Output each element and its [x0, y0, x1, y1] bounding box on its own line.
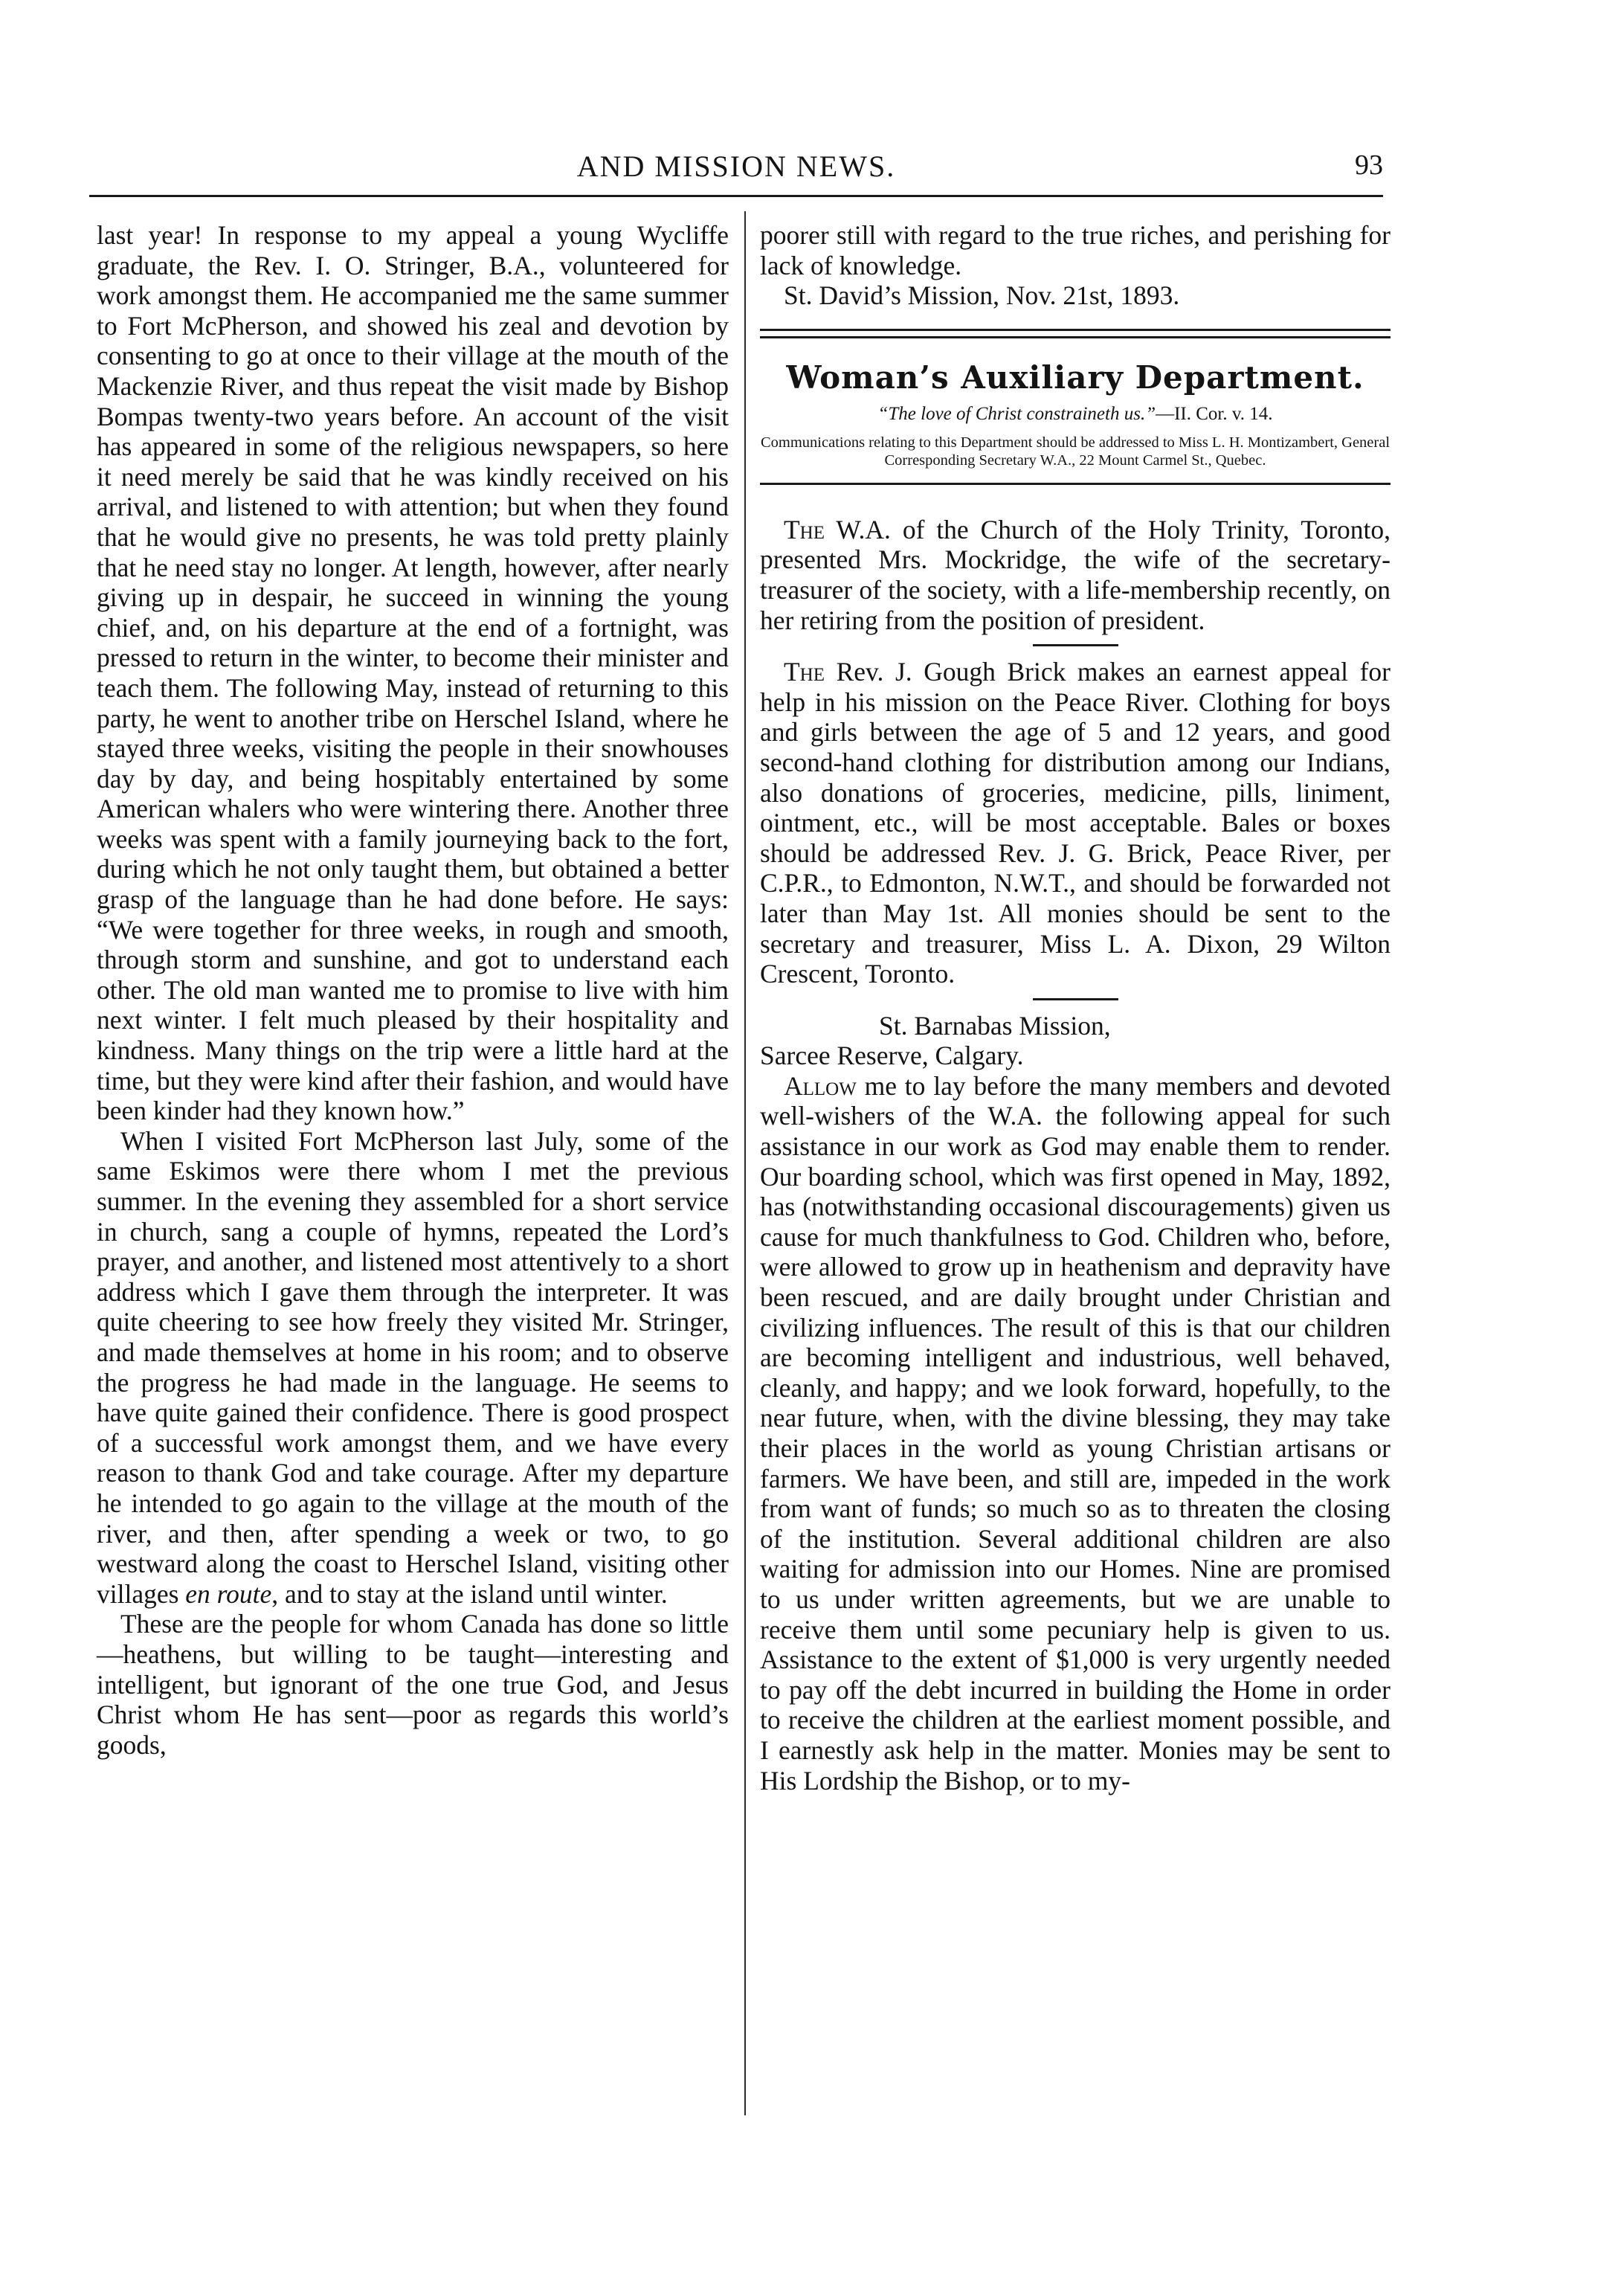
- item-lead-word: Allow: [784, 1070, 857, 1101]
- item-text: me to lay before the many members and devoted well-wishers of the W.A. the following appeal for such assistance in our work as God may enable them to render. Our boarding school, which was first opened in May, 1892, has (notwithstanding occasional discouragements) given us cause for much thankfulness to God. Children who, before, were allowed to grow up in heathenism and depravity have been rescued, and are daily brought under Christian and civilizing influences. The result of this is that our children are becoming intelligent and industrious, well behaved, cleanly, and happy; and we look forward, hopefully, to the near future, when, with the divine blessing, they may take their places in the world as young Christian artisans or farmers. We have been, and still are, impeded in the work from want of funds; so much so as to threaten the closing of the institution. Several additional children are also waiting for admission into our Homes. Nine are promised to us under written agreements, but we are unable to receive them until some pecuniary help is given to us. Assistance to the extent of $1,000 is very urgently needed to pay off the debt incurred in building the Home in order to receive the children at the earliest moment possible, and I earnestly ask help in the matter. Monies may be sent to His Lordship the Bishop, or to my-: [760, 1070, 1391, 1796]
- item-separator: [1033, 644, 1118, 646]
- department-title: Woman’s Auxiliary Department.: [786, 359, 1364, 396]
- letter-signoff: St. David’s Mission, Nov. 21st, 1893.: [784, 280, 1180, 311]
- item-separator: [1033, 998, 1118, 1000]
- motto-quote: “The love of Christ constraineth us.”: [877, 403, 1156, 424]
- item-text: Rev. J. Gough Brick makes an earnest appeal for help in his mission on the Peace River. Clothing for boys and girls between the age of 5 and 12 years, and good second-hand clothing for distribution among our Indians, also donations of groceries, medicine, pills, liniment, ointment, etc., will be most acceptable. Bales or boxes should be addressed Rev. J. G. Brick, Peace River, per C.P.R., to Edmonton, N.W.T., and should be forwarded not later than May 1st. All monies should be sent to the secretary and treasurer, Miss L. A. Dixon, 29 Wilton Crescent, Toronto.: [760, 657, 1391, 989]
- page-number: 93: [1355, 150, 1383, 181]
- column-divider: [744, 211, 746, 2115]
- italic-phrase: en route: [185, 1578, 272, 1609]
- motto-reference: —II. Cor. v. 14.: [1156, 403, 1273, 424]
- paragraph-fort-mcpherson: [97, 1126, 729, 1610]
- item-lead-word: The: [784, 657, 825, 687]
- paragraph-continuation-right: poorer still with regard to the true riches, and perishing for lack of knowledge.: [760, 220, 1391, 280]
- paragraph-text: When I visited Fort McPherson last July, some of the same Eskimos were there whom I met the previous summer. In the evening they assembled for a short service in church, sang a couple of hymns, repeated the Lord’s prayer, and another, and listened most attentively to a short address which I gave them through the interpreter. It was quite cheering to see how freely they visited Mr. Stringer, and made themselves at home in his room; and to observe the progress he had made in the language. He seems to have quite gained their confidence. There is good prospect of a successful work amongst them, and we have every reason to thank God and take courage. After my departure he intended to go again to the village at the mouth of the river, and then, after spending a week or two, to go westward along the coast to Herschel Island, visiting other villages: [97, 1125, 729, 1609]
- running-header: [89, 143, 1383, 192]
- letter-place: Sarcee Reserve, Calgary.: [760, 1041, 1024, 1071]
- left-column: [97, 220, 729, 1760]
- department-address-note: Communications relating to this Department should be addressed to Miss L. H. Montizambert, General Corresponding Secretary W.A., 22 Mount Carmel St., Quebec.: [760, 434, 1391, 469]
- department-motto: [760, 402, 1391, 426]
- item-text: W.A. of the Church of the Holy Trinity, Toronto, presented Mrs. Mockridge, the wife of the secretary-treasurer of the society, with a life-membership recently, on her retiring from the position of president.: [760, 514, 1391, 635]
- item-st-barnabas: [760, 1071, 1391, 1796]
- letter-heading: St. Barnabas Mission,: [879, 1010, 1111, 1041]
- item-lead-word: The: [784, 514, 825, 544]
- item-holy-trinity: [760, 515, 1391, 635]
- running-title: AND MISSION NEWS.: [576, 150, 896, 183]
- right-column: [760, 220, 1391, 1796]
- paragraph-text-end: , and to stay at the island until winter.: [271, 1578, 668, 1609]
- paragraph-continuation: last year! In response to my appeal a young Wycliffe graduate, the Rev. I. O. Stringer, B.A., volunteered for work amongst them. He accompanied me the same summer to Fort McPherson, and showed his zeal and devotion by consenting to go at once to their village at the mouth of the Mackenzie River, and thus repeat the visit made by Bishop Bompas twenty-two years before. An account of the visit has appeared in some of the religious newspapers, so here it need merely be said that he was kindly received on his arrival, and listened to with attention; but when they found that he would give no presents, he was told pretty plainly that he need stay no longer. At length, however, after nearly giving up in despair, he succeed in winning the young chief, and, on his departure at the end of a fortnight, was pressed to return in the winter, to become their minister and teach them. The following May, instead of returning to this party, he went to another tribe on Herschel Island, where he stayed three weeks, visiting the people in their snowhouses day by day, and being hospitably entertained by some American whalers who were wintering there. Another three weeks was spent with a family journeying back to the fort, during which he not only taught them, but obtained a better grasp of the language than he had done before. He says: “We were together for three weeks, in rough and smooth, through storm and sunshine, and got to understand each other. The old man wanted me to promise to live with him next winter. I felt much pleased by their hospitality and kindness. Many things on the trip were a little hard at the time, but they were kind after their fashion, and would have been kinder had they known how.”: [97, 220, 729, 1126]
- header-rule: [89, 195, 1383, 197]
- section-double-rule: [760, 329, 1391, 338]
- item-peace-river: [760, 657, 1391, 989]
- paragraph-canada: These are the people for whom Canada has done so little—heathens, but willing to be taught—interesting and intelligent, but ignorant of the one true God, and Jesus Christ whom He has sent—poor as regards this world’s goods,: [97, 1609, 729, 1760]
